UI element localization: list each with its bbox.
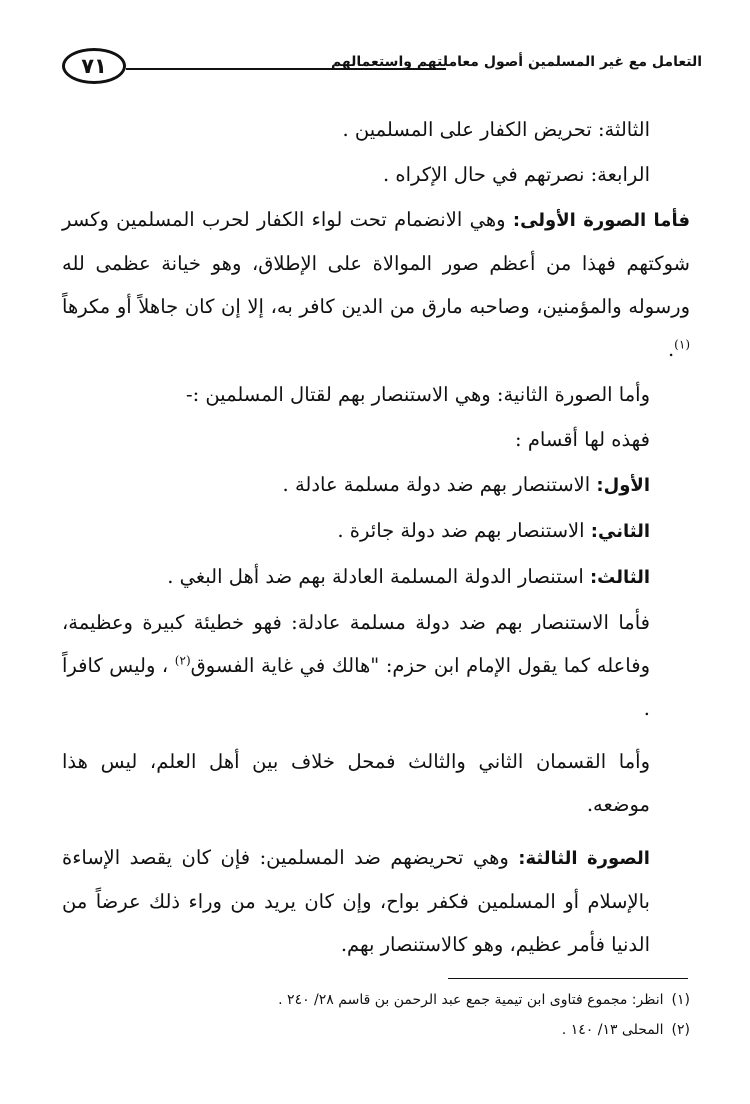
paragraph-label: الثاني: (590, 521, 650, 542)
running-title: التعامل مع غير المسلمين أصول معاملتهم واستعمالهم (330, 54, 702, 70)
paragraph-text: الثالثة: تحريض الكفار على المسلمين . (342, 118, 650, 141)
footnote-separator (448, 978, 688, 979)
body-text (62, 108, 690, 968)
paragraph (62, 373, 690, 416)
paragraph-text: فهذه لها أقسام : (515, 428, 650, 451)
paragraph (62, 463, 690, 507)
paragraph-text: الاستنصار بهم ضد دولة جائرة . (337, 519, 591, 542)
paragraph-text: فأما الاستنصار بهم ضد دولة مسلمة عادلة: فهو خطيئة كبيرة وعظيمة، وفاعله كما يقول الإمام ابن حزم: "هالك في غاية الفسوق (62, 611, 650, 677)
paragraph (62, 601, 690, 730)
page-number: ٧١ (62, 48, 126, 84)
paragraph-text-tail: . (667, 338, 675, 361)
paragraph-label: الثالث: (589, 567, 650, 588)
paragraph-text: الاستنصار بهم ضد دولة مسلمة عادلة . (282, 473, 597, 496)
footnote-item (62, 1015, 690, 1045)
footnote-number: (١) (671, 992, 690, 1008)
paragraph-text: وهي الانضمام تحت لواء الكفار لحرب المسلمين وكسر شوكتهم فهذا من أعظم صور الموالاة على الإطلاق، وهو خيانة عظمى لله ورسوله والمؤمنين، وصاحبه مارق من الدين كافر به، إلا إن كان جاهلاً أو مكرهاً (62, 208, 690, 318)
paragraph-text: الرابعة: نصرتهم في حال الإكراه . (382, 163, 650, 186)
footnote-ref[interactable]: (١) (674, 337, 690, 352)
paragraph (62, 509, 690, 553)
footnotes (62, 985, 690, 1045)
paragraph (62, 555, 690, 599)
paragraph-label: فأما الصورة الأولى: (512, 210, 690, 231)
paragraph-text-tail: ، وليس كافراً . (62, 654, 650, 720)
page-header (62, 48, 702, 88)
paragraph (62, 108, 690, 151)
paragraph (62, 740, 690, 826)
paragraph (62, 418, 690, 461)
paragraph-text: وأما القسمان الثاني والثالث فمحل خلاف بين أهل العلم، ليس هذا موضعه. (62, 750, 650, 816)
paragraph (62, 198, 690, 371)
paragraph-text: وهي تحريضهم ضد المسلمين: فإن كان يقصد الإساءة بالإسلام أو المسلمين فكفر بواح، وإن كان يريد من وراء ذلك عرضاً من الدنيا فأمر عظيم، وهو كالاستنصار بهم. (62, 846, 650, 956)
footnote-number: (٢) (671, 1022, 690, 1038)
footnote-text: المحلى ١٣/ ١٤٠ . (561, 1022, 664, 1038)
paragraph-text: وأما الصورة الثانية: وهي الاستنصار بهم لقتال المسلمين :- (185, 383, 650, 406)
paragraph-label: الأول: (596, 475, 650, 496)
paragraph-text: استنصار الدولة المسلمة العادلة بهم ضد أهل البغي . (167, 565, 590, 588)
paragraph (62, 153, 690, 196)
footnote-text: انظر: مجموع فتاوى ابن تيمية جمع عبد الرحمن بن قاسم ٢٨/ ٢٤٠ . (278, 992, 664, 1008)
paragraph (62, 836, 690, 966)
footnote-item (62, 985, 690, 1015)
paragraph-label: الصورة الثالثة: (518, 848, 650, 869)
footnote-ref[interactable]: (٢) (174, 653, 191, 668)
